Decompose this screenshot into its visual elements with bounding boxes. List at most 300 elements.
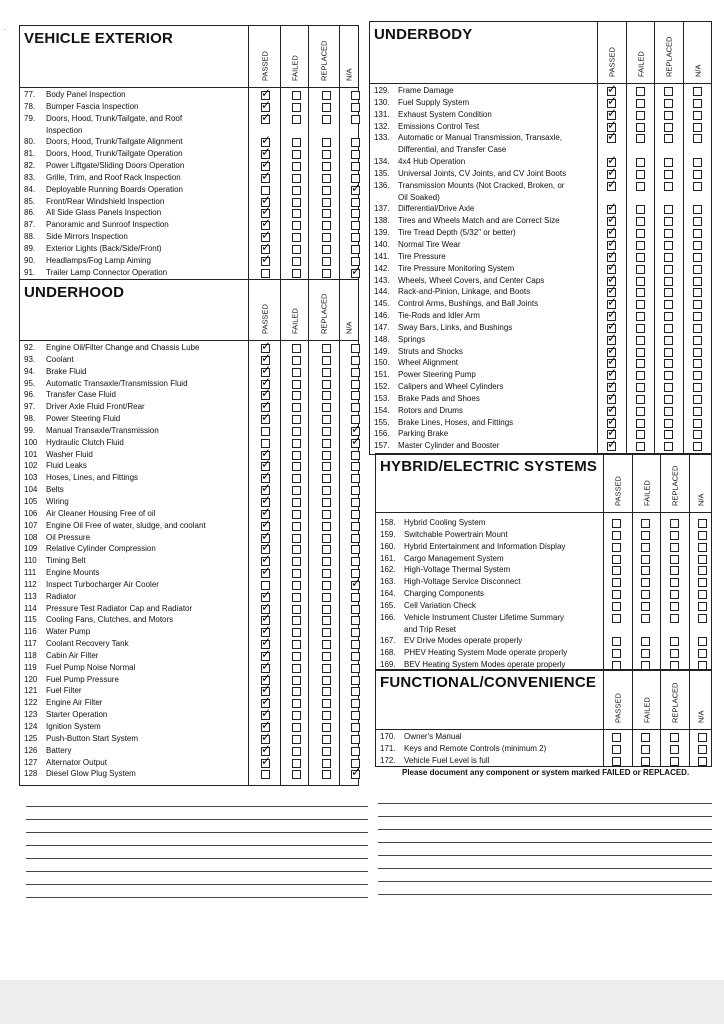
na-checkbox[interactable] [351, 770, 360, 779]
replaced-checkbox[interactable] [322, 616, 331, 625]
failed-checkbox[interactable] [292, 687, 301, 696]
na-checkbox[interactable] [351, 498, 360, 507]
replaced-checkbox[interactable] [670, 733, 679, 742]
replaced-checkbox[interactable] [664, 111, 673, 120]
failed-checkbox[interactable] [292, 150, 301, 159]
na-checkbox[interactable] [698, 590, 707, 599]
replaced-checkbox[interactable] [670, 590, 679, 599]
failed-checkbox[interactable] [636, 170, 645, 179]
replaced-checkbox[interactable] [322, 380, 331, 389]
na-checkbox[interactable] [693, 359, 702, 368]
replaced-checkbox[interactable] [322, 198, 331, 207]
replaced-checkbox[interactable] [664, 312, 673, 321]
failed-checkbox[interactable] [636, 241, 645, 250]
failed-checkbox[interactable] [292, 403, 301, 412]
replaced-checkbox[interactable] [322, 269, 331, 278]
failed-checkbox[interactable] [636, 324, 645, 333]
replaced-checkbox[interactable] [322, 569, 331, 578]
na-checkbox[interactable] [351, 581, 360, 590]
failed-checkbox[interactable] [636, 123, 645, 132]
failed-checkbox[interactable] [292, 103, 301, 112]
failed-checkbox[interactable] [641, 614, 650, 623]
na-checkbox[interactable] [693, 158, 702, 167]
failed-checkbox[interactable] [636, 265, 645, 274]
na-checkbox[interactable] [693, 87, 702, 96]
replaced-checkbox[interactable] [664, 300, 673, 309]
na-checkbox[interactable] [693, 217, 702, 226]
na-checkbox[interactable] [698, 649, 707, 658]
replaced-checkbox[interactable] [664, 348, 673, 357]
replaced-checkbox[interactable] [322, 186, 331, 195]
replaced-checkbox[interactable] [322, 162, 331, 171]
na-checkbox[interactable] [698, 519, 707, 528]
replaced-checkbox[interactable] [322, 245, 331, 254]
na-checkbox[interactable] [693, 241, 702, 250]
replaced-checkbox[interactable] [322, 403, 331, 412]
replaced-checkbox[interactable] [664, 99, 673, 108]
notes-line[interactable] [26, 845, 368, 846]
replaced-checkbox[interactable] [322, 628, 331, 637]
replaced-checkbox[interactable] [322, 605, 331, 614]
replaced-checkbox[interactable] [322, 138, 331, 147]
failed-checkbox[interactable] [292, 652, 301, 661]
replaced-checkbox[interactable] [322, 91, 331, 100]
failed-checkbox[interactable] [641, 590, 650, 599]
failed-checkbox[interactable] [292, 380, 301, 389]
failed-checkbox[interactable] [636, 336, 645, 345]
notes-line[interactable] [378, 868, 712, 869]
na-checkbox[interactable] [351, 233, 360, 242]
na-checkbox[interactable] [351, 593, 360, 602]
replaced-checkbox[interactable] [670, 555, 679, 564]
na-checkbox[interactable] [693, 430, 702, 439]
na-checkbox[interactable] [351, 115, 360, 124]
failed-checkbox[interactable] [292, 510, 301, 519]
na-checkbox[interactable] [693, 123, 702, 132]
failed-checkbox[interactable] [292, 344, 301, 353]
na-checkbox[interactable] [351, 474, 360, 483]
replaced-checkbox[interactable] [322, 439, 331, 448]
failed-checkbox[interactable] [292, 391, 301, 400]
notes-line[interactable] [26, 897, 368, 898]
na-checkbox[interactable] [698, 745, 707, 754]
na-checkbox[interactable] [351, 162, 360, 171]
na-checkbox[interactable] [693, 99, 702, 108]
na-checkbox[interactable] [351, 616, 360, 625]
replaced-checkbox[interactable] [322, 257, 331, 266]
na-checkbox[interactable] [351, 403, 360, 412]
failed-checkbox[interactable] [641, 531, 650, 540]
failed-checkbox[interactable] [292, 616, 301, 625]
replaced-checkbox[interactable] [322, 770, 331, 779]
replaced-checkbox[interactable] [664, 87, 673, 96]
replaced-checkbox[interactable] [664, 253, 673, 262]
notes-line[interactable] [378, 829, 712, 830]
replaced-checkbox[interactable] [664, 134, 673, 143]
na-checkbox[interactable] [693, 336, 702, 345]
na-checkbox[interactable] [693, 170, 702, 179]
replaced-checkbox[interactable] [322, 233, 331, 242]
na-checkbox[interactable] [698, 555, 707, 564]
replaced-checkbox[interactable] [322, 652, 331, 661]
replaced-checkbox[interactable] [322, 676, 331, 685]
na-checkbox[interactable] [351, 138, 360, 147]
passed-checkbox[interactable] [612, 578, 621, 587]
replaced-checkbox[interactable] [322, 747, 331, 756]
replaced-checkbox[interactable] [322, 687, 331, 696]
passed-checkbox[interactable] [612, 637, 621, 646]
passed-checkbox[interactable] [612, 602, 621, 611]
passed-checkbox[interactable] [261, 569, 270, 578]
passed-checkbox[interactable] [261, 257, 270, 266]
replaced-checkbox[interactable] [664, 419, 673, 428]
replaced-checkbox[interactable] [322, 174, 331, 183]
failed-checkbox[interactable] [292, 735, 301, 744]
na-checkbox[interactable] [693, 348, 702, 357]
passed-checkbox[interactable] [261, 415, 270, 424]
replaced-checkbox[interactable] [670, 614, 679, 623]
passed-checkbox[interactable] [612, 531, 621, 540]
passed-checkbox[interactable] [612, 733, 621, 742]
notes-line[interactable] [26, 806, 368, 807]
failed-checkbox[interactable] [636, 300, 645, 309]
failed-checkbox[interactable] [292, 522, 301, 531]
na-checkbox[interactable] [693, 383, 702, 392]
na-checkbox[interactable] [351, 628, 360, 637]
failed-checkbox[interactable] [292, 269, 301, 278]
na-checkbox[interactable] [351, 510, 360, 519]
failed-checkbox[interactable] [636, 217, 645, 226]
na-checkbox[interactable] [351, 545, 360, 554]
na-checkbox[interactable] [351, 91, 360, 100]
na-checkbox[interactable] [351, 451, 360, 460]
replaced-checkbox[interactable] [322, 356, 331, 365]
notes-line[interactable] [378, 894, 712, 895]
replaced-checkbox[interactable] [322, 699, 331, 708]
replaced-checkbox[interactable] [322, 711, 331, 720]
replaced-checkbox[interactable] [322, 522, 331, 531]
na-checkbox[interactable] [698, 614, 707, 623]
replaced-checkbox[interactable] [322, 486, 331, 495]
failed-checkbox[interactable] [292, 221, 301, 230]
failed-checkbox[interactable] [292, 711, 301, 720]
na-checkbox[interactable] [693, 407, 702, 416]
replaced-checkbox[interactable] [322, 534, 331, 543]
replaced-checkbox[interactable] [322, 545, 331, 554]
na-checkbox[interactable] [351, 711, 360, 720]
na-checkbox[interactable] [698, 757, 707, 766]
replaced-checkbox[interactable] [670, 566, 679, 575]
replaced-checkbox[interactable] [322, 498, 331, 507]
na-checkbox[interactable] [351, 699, 360, 708]
na-checkbox[interactable] [693, 134, 702, 143]
failed-checkbox[interactable] [641, 637, 650, 646]
replaced-checkbox[interactable] [664, 205, 673, 214]
passed-checkbox[interactable] [612, 555, 621, 564]
failed-checkbox[interactable] [292, 415, 301, 424]
failed-checkbox[interactable] [292, 233, 301, 242]
na-checkbox[interactable] [351, 735, 360, 744]
na-checkbox[interactable] [351, 462, 360, 471]
na-checkbox[interactable] [693, 288, 702, 297]
replaced-checkbox[interactable] [322, 427, 331, 436]
passed-checkbox[interactable] [612, 519, 621, 528]
replaced-checkbox[interactable] [670, 649, 679, 658]
failed-checkbox[interactable] [636, 182, 645, 191]
na-checkbox[interactable] [693, 442, 702, 451]
failed-checkbox[interactable] [292, 581, 301, 590]
replaced-checkbox[interactable] [664, 324, 673, 333]
na-checkbox[interactable] [693, 229, 702, 238]
replaced-checkbox[interactable] [322, 368, 331, 377]
replaced-checkbox[interactable] [670, 757, 679, 766]
replaced-checkbox[interactable] [322, 462, 331, 471]
passed-checkbox[interactable] [607, 134, 616, 143]
passed-checkbox[interactable] [612, 590, 621, 599]
passed-checkbox[interactable] [261, 427, 270, 436]
failed-checkbox[interactable] [636, 407, 645, 416]
replaced-checkbox[interactable] [322, 510, 331, 519]
replaced-checkbox[interactable] [670, 637, 679, 646]
failed-checkbox[interactable] [641, 519, 650, 528]
failed-checkbox[interactable] [636, 288, 645, 297]
na-checkbox[interactable] [693, 277, 702, 286]
failed-checkbox[interactable] [636, 253, 645, 262]
replaced-checkbox[interactable] [322, 581, 331, 590]
na-checkbox[interactable] [351, 522, 360, 531]
replaced-checkbox[interactable] [322, 735, 331, 744]
failed-checkbox[interactable] [292, 451, 301, 460]
failed-checkbox[interactable] [636, 442, 645, 451]
failed-checkbox[interactable] [292, 138, 301, 147]
na-checkbox[interactable] [351, 368, 360, 377]
failed-checkbox[interactable] [292, 557, 301, 566]
failed-checkbox[interactable] [292, 174, 301, 183]
replaced-checkbox[interactable] [664, 359, 673, 368]
failed-checkbox[interactable] [641, 578, 650, 587]
na-checkbox[interactable] [351, 605, 360, 614]
failed-checkbox[interactable] [636, 158, 645, 167]
notes-line[interactable] [378, 803, 712, 804]
failed-checkbox[interactable] [292, 462, 301, 471]
notes-line[interactable] [378, 881, 712, 882]
na-checkbox[interactable] [351, 150, 360, 159]
failed-checkbox[interactable] [292, 534, 301, 543]
na-checkbox[interactable] [351, 186, 360, 195]
replaced-checkbox[interactable] [664, 442, 673, 451]
na-checkbox[interactable] [351, 640, 360, 649]
replaced-checkbox[interactable] [322, 557, 331, 566]
replaced-checkbox[interactable] [670, 519, 679, 528]
na-checkbox[interactable] [351, 344, 360, 353]
replaced-checkbox[interactable] [322, 474, 331, 483]
notes-line[interactable] [26, 832, 368, 833]
failed-checkbox[interactable] [292, 368, 301, 377]
failed-checkbox[interactable] [292, 162, 301, 171]
na-checkbox[interactable] [693, 371, 702, 380]
failed-checkbox[interactable] [292, 257, 301, 266]
na-checkbox[interactable] [351, 245, 360, 254]
passed-checkbox[interactable] [607, 442, 616, 451]
replaced-checkbox[interactable] [664, 371, 673, 380]
passed-checkbox[interactable] [261, 174, 270, 183]
na-checkbox[interactable] [693, 205, 702, 214]
na-checkbox[interactable] [693, 312, 702, 321]
failed-checkbox[interactable] [636, 134, 645, 143]
notes-line[interactable] [26, 871, 368, 872]
replaced-checkbox[interactable] [664, 182, 673, 191]
passed-checkbox[interactable] [261, 770, 270, 779]
notes-line[interactable] [378, 842, 712, 843]
replaced-checkbox[interactable] [664, 288, 673, 297]
failed-checkbox[interactable] [641, 757, 650, 766]
replaced-checkbox[interactable] [664, 123, 673, 132]
failed-checkbox[interactable] [292, 439, 301, 448]
failed-checkbox[interactable] [636, 312, 645, 321]
failed-checkbox[interactable] [641, 555, 650, 564]
failed-checkbox[interactable] [292, 569, 301, 578]
replaced-checkbox[interactable] [322, 221, 331, 230]
notes-line[interactable] [26, 858, 368, 859]
failed-checkbox[interactable] [292, 474, 301, 483]
failed-checkbox[interactable] [636, 359, 645, 368]
failed-checkbox[interactable] [292, 676, 301, 685]
na-checkbox[interactable] [351, 391, 360, 400]
replaced-checkbox[interactable] [664, 395, 673, 404]
failed-checkbox[interactable] [292, 664, 301, 673]
failed-checkbox[interactable] [636, 348, 645, 357]
na-checkbox[interactable] [351, 534, 360, 543]
replaced-checkbox[interactable] [664, 158, 673, 167]
failed-checkbox[interactable] [636, 111, 645, 120]
replaced-checkbox[interactable] [322, 664, 331, 673]
failed-checkbox[interactable] [292, 356, 301, 365]
replaced-checkbox[interactable] [664, 241, 673, 250]
replaced-checkbox[interactable] [322, 344, 331, 353]
replaced-checkbox[interactable] [664, 430, 673, 439]
notes-line[interactable] [26, 884, 368, 885]
replaced-checkbox[interactable] [664, 229, 673, 238]
replaced-checkbox[interactable] [322, 723, 331, 732]
replaced-checkbox[interactable] [664, 217, 673, 226]
na-checkbox[interactable] [351, 439, 360, 448]
na-checkbox[interactable] [351, 676, 360, 685]
na-checkbox[interactable] [693, 300, 702, 309]
failed-checkbox[interactable] [636, 205, 645, 214]
replaced-checkbox[interactable] [664, 277, 673, 286]
failed-checkbox[interactable] [292, 770, 301, 779]
na-checkbox[interactable] [351, 356, 360, 365]
failed-checkbox[interactable] [636, 371, 645, 380]
na-checkbox[interactable] [698, 733, 707, 742]
na-checkbox[interactable] [351, 103, 360, 112]
replaced-checkbox[interactable] [664, 170, 673, 179]
failed-checkbox[interactable] [292, 723, 301, 732]
replaced-checkbox[interactable] [670, 602, 679, 611]
failed-checkbox[interactable] [641, 733, 650, 742]
na-checkbox[interactable] [698, 602, 707, 611]
failed-checkbox[interactable] [292, 747, 301, 756]
failed-checkbox[interactable] [292, 759, 301, 768]
na-checkbox[interactable] [351, 221, 360, 230]
failed-checkbox[interactable] [292, 186, 301, 195]
na-checkbox[interactable] [351, 209, 360, 218]
failed-checkbox[interactable] [292, 427, 301, 436]
passed-checkbox[interactable] [612, 649, 621, 658]
passed-checkbox[interactable] [261, 115, 270, 124]
replaced-checkbox[interactable] [670, 745, 679, 754]
na-checkbox[interactable] [698, 637, 707, 646]
passed-checkbox[interactable] [612, 757, 621, 766]
failed-checkbox[interactable] [641, 566, 650, 575]
notes-line[interactable] [378, 855, 712, 856]
replaced-checkbox[interactable] [322, 150, 331, 159]
na-checkbox[interactable] [351, 380, 360, 389]
failed-checkbox[interactable] [636, 229, 645, 238]
replaced-checkbox[interactable] [670, 531, 679, 540]
na-checkbox[interactable] [693, 395, 702, 404]
failed-checkbox[interactable] [292, 605, 301, 614]
failed-checkbox[interactable] [292, 198, 301, 207]
passed-checkbox[interactable] [612, 543, 621, 552]
replaced-checkbox[interactable] [322, 451, 331, 460]
failed-checkbox[interactable] [636, 99, 645, 108]
passed-checkbox[interactable] [612, 614, 621, 623]
replaced-checkbox[interactable] [322, 103, 331, 112]
failed-checkbox[interactable] [292, 593, 301, 602]
failed-checkbox[interactable] [641, 602, 650, 611]
failed-checkbox[interactable] [636, 430, 645, 439]
na-checkbox[interactable] [693, 253, 702, 262]
passed-checkbox[interactable] [261, 759, 270, 768]
replaced-checkbox[interactable] [664, 407, 673, 416]
failed-checkbox[interactable] [636, 87, 645, 96]
failed-checkbox[interactable] [292, 486, 301, 495]
na-checkbox[interactable] [693, 265, 702, 274]
na-checkbox[interactable] [351, 664, 360, 673]
failed-checkbox[interactable] [641, 649, 650, 658]
na-checkbox[interactable] [693, 419, 702, 428]
replaced-checkbox[interactable] [322, 115, 331, 124]
replaced-checkbox[interactable] [322, 593, 331, 602]
na-checkbox[interactable] [698, 531, 707, 540]
na-checkbox[interactable] [693, 182, 702, 191]
failed-checkbox[interactable] [641, 543, 650, 552]
failed-checkbox[interactable] [292, 115, 301, 124]
failed-checkbox[interactable] [292, 245, 301, 254]
na-checkbox[interactable] [351, 269, 360, 278]
failed-checkbox[interactable] [292, 498, 301, 507]
failed-checkbox[interactable] [292, 640, 301, 649]
failed-checkbox[interactable] [292, 209, 301, 218]
na-checkbox[interactable] [351, 198, 360, 207]
replaced-checkbox[interactable] [322, 391, 331, 400]
passed-checkbox[interactable] [612, 566, 621, 575]
passed-checkbox[interactable] [261, 269, 270, 278]
passed-checkbox[interactable] [612, 745, 621, 754]
notes-line[interactable] [26, 819, 368, 820]
replaced-checkbox[interactable] [322, 415, 331, 424]
replaced-checkbox[interactable] [670, 543, 679, 552]
replaced-checkbox[interactable] [322, 640, 331, 649]
na-checkbox[interactable] [693, 324, 702, 333]
failed-checkbox[interactable] [292, 545, 301, 554]
replaced-checkbox[interactable] [322, 209, 331, 218]
na-checkbox[interactable] [351, 486, 360, 495]
passed-checkbox[interactable] [607, 182, 616, 191]
na-checkbox[interactable] [698, 543, 707, 552]
failed-checkbox[interactable] [636, 277, 645, 286]
